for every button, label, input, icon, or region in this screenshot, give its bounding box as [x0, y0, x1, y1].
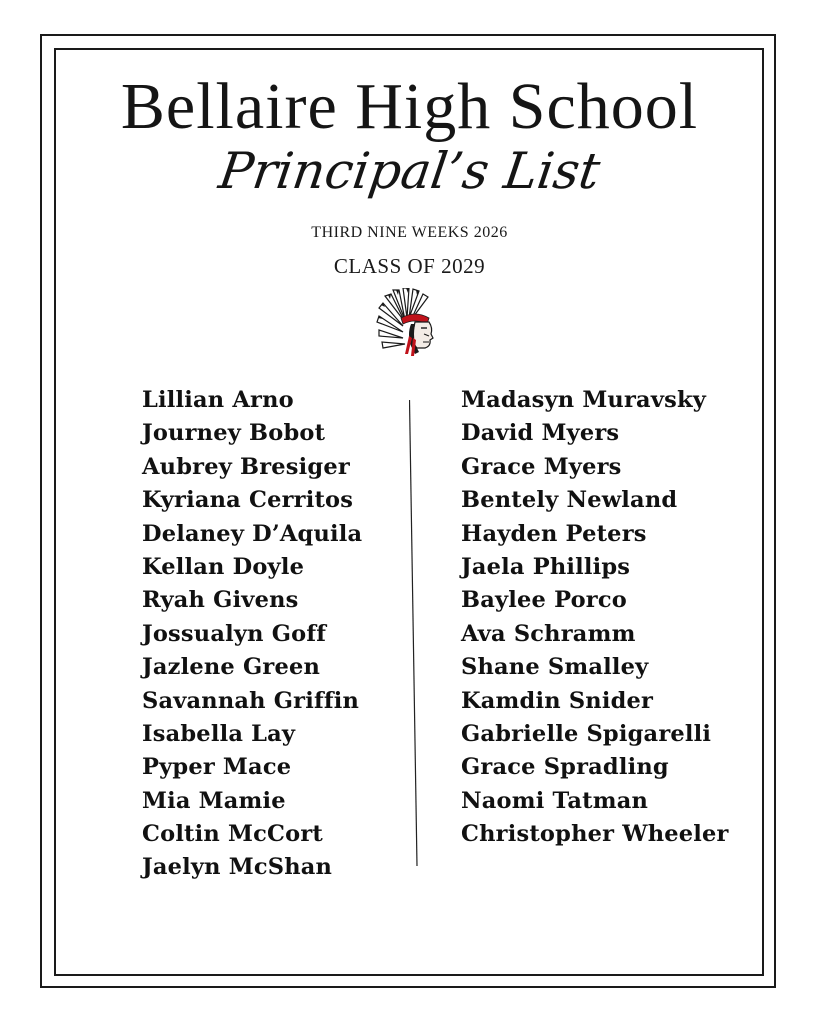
class-year: CLASS OF 2029 [333, 254, 486, 278]
list-item: Naomi Tatman [461, 787, 649, 814]
list-item: Kamdin Snider [461, 687, 654, 714]
list-item: Jaelyn McShan [142, 854, 333, 881]
school-title: Bellaire High School [120, 70, 699, 143]
list-item: Jaela Phillips [461, 553, 631, 580]
list-item: Aubrey Bresiger [142, 453, 350, 480]
student-list-right [461, 384, 729, 851]
list-item: Kyriana Cerritos [142, 487, 354, 514]
headdress-mascot-icon [375, 288, 441, 356]
column-divider [409, 400, 418, 866]
list-item: Isabella Lay [142, 720, 296, 747]
list-item: Christopher Wheeler [461, 821, 729, 848]
list-item: David Myers [461, 420, 620, 447]
list-item: Mia Mamie [142, 787, 286, 814]
list-title: Principal’s List [215, 142, 604, 200]
list-item: Jazlene Green [142, 654, 321, 681]
list-item: Shane Smalley [461, 654, 649, 681]
list-item: Pyper Mace [142, 754, 292, 781]
grading-period: THIRD NINE WEEKS 2026 [311, 224, 508, 241]
student-list-left [142, 384, 362, 885]
list-item: Grace Spradling [461, 754, 669, 781]
list-item: Madasyn Muravsky [461, 387, 707, 413]
list-item: Ryah Givens [142, 587, 299, 614]
list-item: Lillian Arno [142, 387, 294, 413]
list-item: Ava Schramm [461, 620, 636, 647]
list-item: Gabrielle Spigarelli [461, 720, 712, 747]
list-item: Hayden Peters [461, 520, 647, 547]
list-item: Grace Myers [461, 453, 622, 480]
list-item: Journey Bobot [142, 420, 326, 447]
list-item: Delaney D’Aquila [142, 520, 363, 547]
list-item: Baylee Porco [461, 587, 627, 614]
list-item: Kellan Doyle [142, 553, 305, 580]
list-item: Coltin McCort [142, 821, 323, 848]
list-item: Bentely Newland [461, 487, 678, 514]
list-item: Jossualyn Goff [142, 620, 327, 647]
list-item: Savannah Griffin [142, 687, 360, 714]
